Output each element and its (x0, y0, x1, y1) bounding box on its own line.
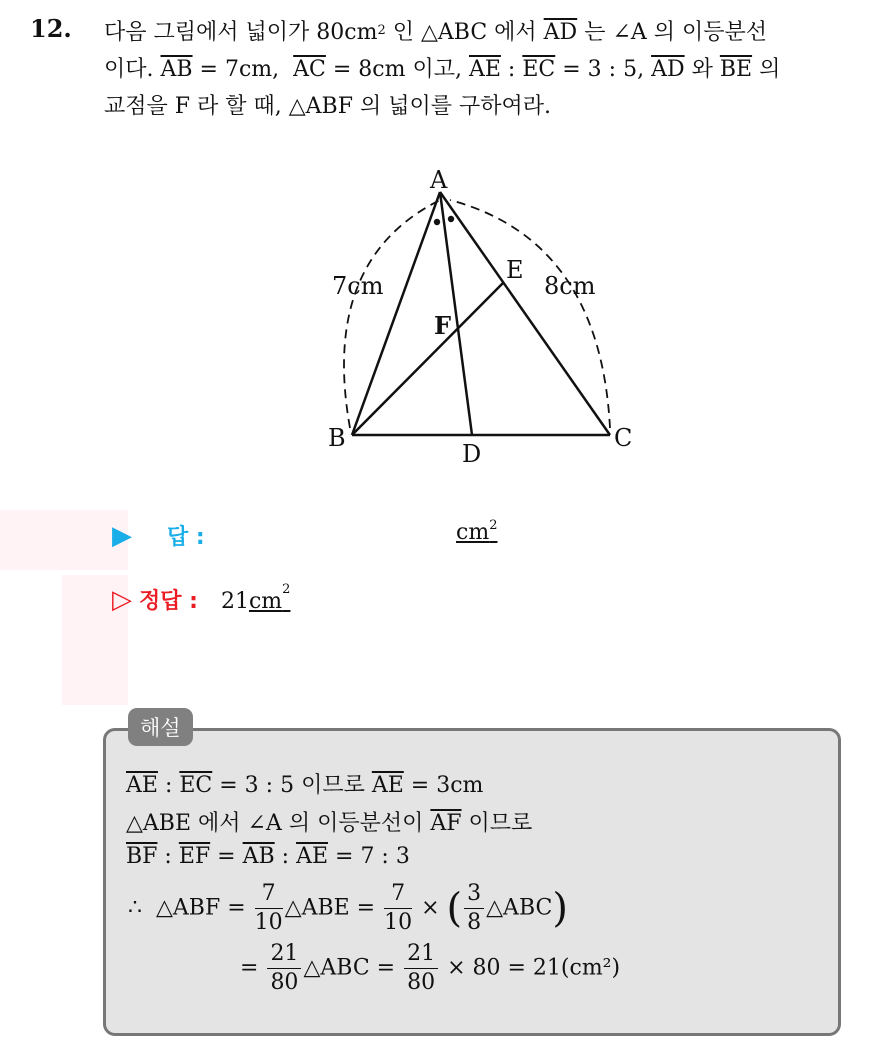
solution-tag: 해설 (128, 708, 193, 746)
play-outline-icon: ▷ (112, 585, 132, 615)
triangle-figure (300, 160, 660, 480)
label-d: D (462, 440, 482, 468)
fraction: $\frac{21}{80}$ (267, 940, 301, 997)
solution-line-2: △ABE 에서 ∠A 의 이등분선이 $\overline{AF}$ 이므로 (126, 811, 533, 836)
angle-mark (434, 219, 440, 225)
fraction: $\frac{21}{80}$ (404, 940, 438, 997)
arc-ac (450, 200, 610, 428)
segment-be (352, 282, 504, 435)
question-line-1: 다음 그림에서 넓이가 $80cm^2$ 인 △ABC 에서 $\overline{AD}$ 는 ∠A 의 이등분선 (104, 20, 768, 45)
label-side-ac: 8cm (544, 272, 596, 300)
question-line-2: 이다. $\overline{AB} = 7cm$, $\overline{AC} = 8cm$ 이고, $\overline{AE}$ : $\overline{EC} = 3$ : 5, $\overline{AD}$ 와 $\overline{BE}$ 의 (104, 57, 781, 82)
label-a: A (430, 166, 448, 194)
play-filled-icon: ▶ (112, 521, 132, 551)
side-ac (440, 192, 610, 435)
angle-mark (448, 216, 454, 222)
solution-line-1: $\overline{AE}$ : $\overline{EC} = 3$ : 5 이므로 $\overline{AE} = 3cm$ (126, 773, 484, 798)
label-e: E (506, 256, 524, 284)
question-text (104, 14, 864, 125)
solution-line-5: = $\frac{21}{80}$ △ABC = $\frac{21}{80}$ × 80 = 21(cm²) (240, 941, 621, 995)
side-ab (352, 192, 440, 435)
question-line-3: 교점을 F 라 할 때, △ABF 의 넓이를 구하여라. (104, 94, 551, 119)
question-number: 12. (30, 14, 72, 43)
fraction: $\frac{3}{8}$ (464, 880, 484, 937)
label-f: F (434, 311, 452, 340)
fraction: $\frac{7}{10}$ (384, 881, 413, 935)
fraction: $\frac{7}{10}$ (254, 881, 283, 935)
solution-line-3: $\overline{BF}$ : $\overline{EF} = \overline{AB}$ : $\overline{AE} = 7$ : 3 (126, 844, 410, 869)
correct-answer-label: 정답 : (139, 589, 198, 614)
background-tint (0, 510, 128, 570)
correct-answer-row (112, 584, 290, 615)
label-b: B (328, 424, 346, 452)
correct-answer-unit: $cm^2$ (248, 582, 291, 614)
answer-label: 답 : (167, 525, 205, 550)
label-side-ab: 7cm (332, 272, 384, 300)
correct-answer-value: 21 (220, 589, 249, 614)
answer-unit: $cm^2$ (456, 518, 498, 545)
answer-row (112, 520, 205, 551)
solution-line-4: ∴ △ABF = $\frac{7}{10}$ △ABE = $\frac{7}{10}$ × ( $\frac{3}{8}$ △ABC) (128, 881, 568, 935)
label-c: C (614, 424, 633, 452)
